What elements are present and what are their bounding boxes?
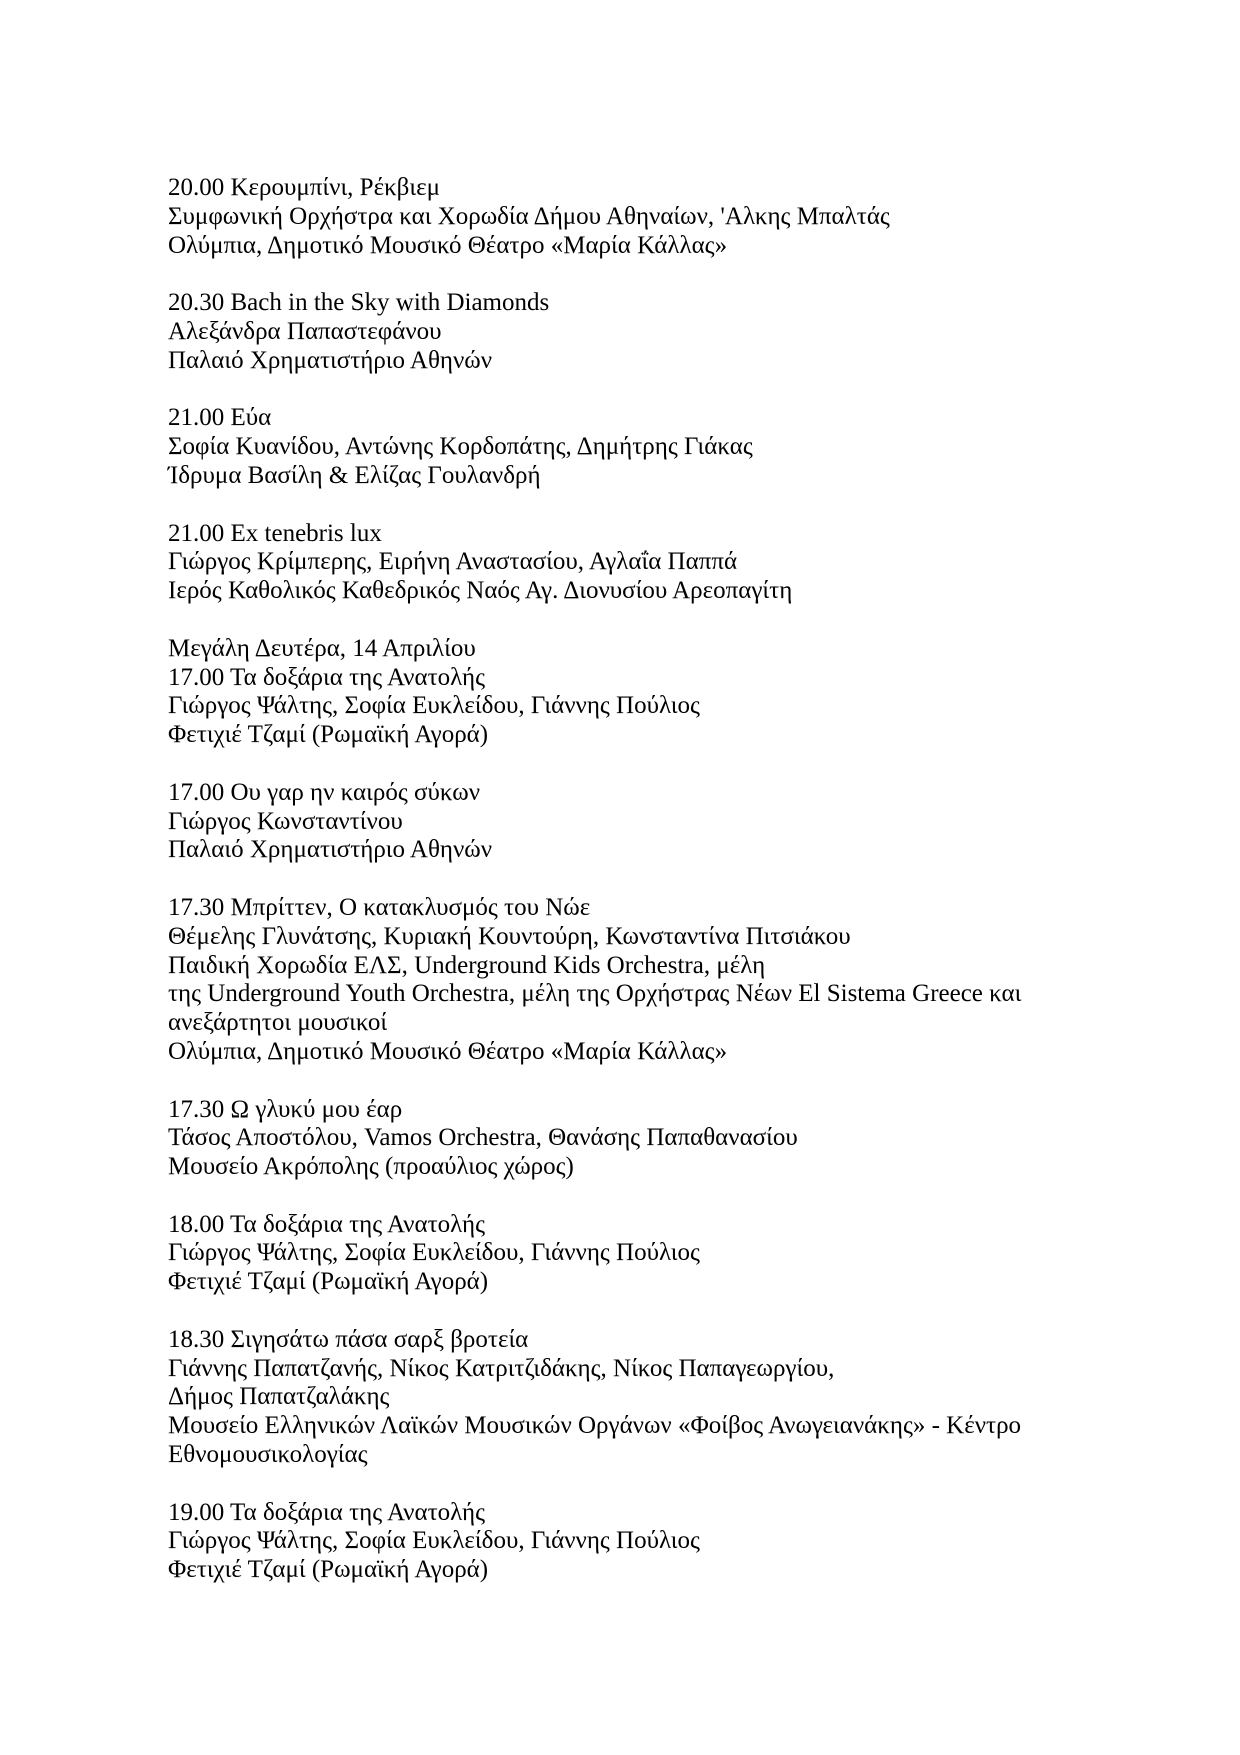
event-line: Εθνομουσικολογίας	[168, 1441, 368, 1469]
event-block	[168, 1499, 1108, 1585]
event-block	[168, 174, 1108, 260]
event-line: Φετιχιέ Τζαμί (Ρωμαϊκή Αγορά)	[168, 721, 489, 749]
event-block	[168, 289, 1108, 375]
event-line: 17.00 Ου γαρ ην καιρός σύκων	[168, 778, 480, 806]
event-line: 18.00 Τα δοξάρια της Ανατολής	[168, 1210, 486, 1238]
document-content	[168, 174, 1108, 1614]
event-line: 21.00 Ex tenebris lux	[168, 519, 382, 547]
event-line: 18.30 Σιγησάτω πάσα σαρξ βροτεία	[168, 1325, 529, 1353]
event-line: 17.30 Μπρίττεν, Ο κατακλυσμός του Νώε	[168, 893, 591, 921]
event-line: Θέμελης Γλυνάτσης, Κυριακή Κουντούρη, Κωνσταντίνα Πιτσιάκου	[168, 922, 851, 950]
event-line: Ιερός Καθολικός Καθεδρικός Ναός Αγ. Διονυσίου Αρεοπαγίτη	[168, 577, 793, 605]
event-line: ανεξάρτητοι μουσικοί	[168, 1009, 388, 1037]
event-line: 17.30 Ω γλυκύ μου έαρ	[168, 1095, 403, 1123]
event-line: Παλαιό Χρηματιστήριο Αθηνών	[168, 836, 493, 864]
event-block	[168, 894, 1108, 1067]
event-line: Ολύμπια, Δημοτικό Μουσικό Θέατρο «Μαρία Κάλλας»	[168, 231, 728, 259]
event-line: της Underground Youth Orchestra, μέλη της Ορχήστρας Νέων El Sistema Greece και	[168, 980, 1022, 1008]
event-line: Μεγάλη Δευτέρα, 14 Απριλίου	[168, 634, 476, 662]
event-line: 17.00 Τα δοξάρια της Ανατολής	[168, 663, 486, 691]
event-line: Γιάννης Παπατζανής, Νίκος Κατριτζιδάκης, Νίκος Παπαγεωργίου,	[168, 1354, 835, 1382]
event-line: Γιώργος Κωνσταντίνου	[168, 807, 403, 835]
event-block	[168, 779, 1108, 865]
event-block	[168, 404, 1108, 490]
event-line: Γιώργος Ψάλτης, Σοφία Ευκλείδου, Γιάννης Πούλιος	[168, 1239, 700, 1267]
event-line: Μουσείο Ακρόπολης (προαύλιος χώρος)	[168, 1153, 574, 1181]
event-line: Γιώργος Ψάλτης, Σοφία Ευκλείδου, Γιάννης Πούλιος	[168, 692, 700, 720]
event-line: Φετιχιέ Τζαμί (Ρωμαϊκή Αγορά)	[168, 1556, 489, 1584]
event-line: 19.00 Τα δοξάρια της Ανατολής	[168, 1498, 486, 1526]
event-block	[168, 520, 1108, 606]
event-line: Μουσείο Ελληνικών Λαϊκών Μουσικών Οργάνων «Φοίβος Ανωγειανάκης» - Κέντρο	[168, 1412, 1022, 1440]
event-line: Αλεξάνδρα Παπαστεφάνου	[168, 317, 442, 345]
event-block	[168, 1096, 1108, 1182]
event-line: Παλαιό Χρηματιστήριο Αθηνών	[168, 346, 493, 374]
event-line: 21.00 Εύα	[168, 404, 272, 432]
event-block	[168, 1211, 1108, 1297]
event-line: Γιώργος Κρίμπερης, Ειρήνη Αναστασίου, Αγλαΐα Παππά	[168, 548, 738, 576]
event-line: 20.00 Κερουμπίνι, Ρέκβιεμ	[168, 174, 441, 201]
event-line: Φετιχιέ Τζαμί (Ρωμαϊκή Αγορά)	[168, 1268, 489, 1296]
event-block	[168, 1326, 1108, 1470]
event-line: Τάσος Αποστόλου, Vamos Orchestra, Θανάσης Παπαθανασίου	[168, 1124, 798, 1152]
event-line: Σοφία Κυανίδου, Αντώνης Κορδοπάτης, Δημήτρης Γιάκας	[168, 433, 753, 461]
event-line: Συμφωνική Ορχήστρα και Χορωδία Δήμου Αθηναίων, 'Αλκης Μπαλτάς	[168, 202, 890, 230]
event-line: Παιδική Χορωδία ΕΛΣ, Underground Kids Orchestra, μέλη	[168, 951, 766, 979]
event-block	[168, 635, 1108, 750]
event-line: Δήμος Παπατζαλάκης	[168, 1383, 390, 1411]
event-line: Γιώργος Ψάλτης, Σοφία Ευκλείδου, Γιάννης Πούλιος	[168, 1527, 700, 1555]
event-line: Ολύμπια, Δημοτικό Μουσικό Θέατρο «Μαρία Κάλλας»	[168, 1037, 728, 1065]
event-line: Ίδρυμα Βασίλη & Ελίζας Γουλανδρή	[168, 461, 541, 489]
event-line: 20.30 Bach in the Sky with Diamonds	[168, 289, 550, 317]
